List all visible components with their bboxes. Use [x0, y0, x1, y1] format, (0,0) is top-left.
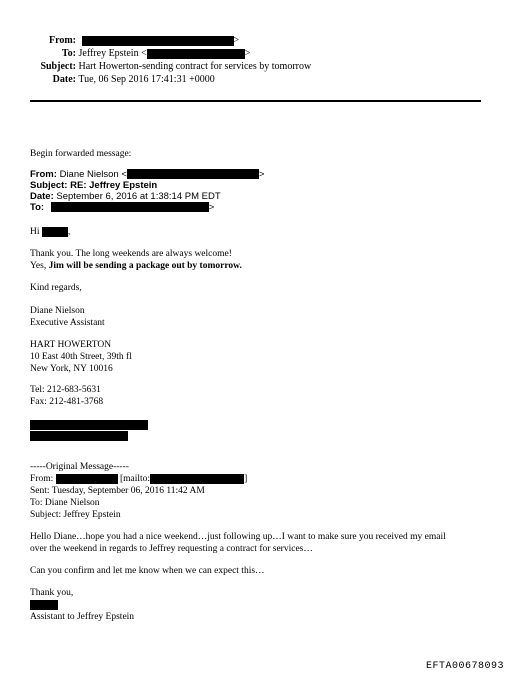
document-id: EFTA00678093 — [425, 661, 504, 672]
company-name: HART HOWERTON — [30, 340, 112, 350]
fwd-to-label: To: — [30, 202, 45, 213]
redaction-box — [30, 431, 128, 441]
redaction-box — [127, 169, 259, 179]
orig-body-line-2: over the weekend in regards to Jeffrey requesting a contract for services… — [30, 544, 313, 554]
fwd-from-label: From: — [30, 169, 57, 180]
orig-to: To: Diane Nielson — [30, 498, 100, 508]
fwd-date-value: September 6, 2016 at 1:38:14 PM EDT — [56, 191, 221, 202]
fwd-subject-label: Subject: — [30, 180, 68, 191]
header-divider — [30, 100, 481, 102]
phone-tel: Tel: 212-683-5631 — [30, 385, 101, 395]
reply-line-2 — [30, 261, 242, 273]
redaction-box — [51, 202, 209, 212]
signature-title: Executive Assistant — [30, 318, 105, 328]
address-line-2: New York, NY 10016 — [30, 364, 113, 374]
fwd-date-label: Date: — [30, 191, 54, 202]
reply-line-2-bold: Jim will be sending a package out by tomorrow. — [48, 261, 242, 271]
orig-body-line-3: Can you confirm and let me know when we can expect this… — [30, 566, 265, 576]
redaction-box — [150, 474, 244, 484]
closing: Kind regards, — [30, 283, 82, 293]
header-date-row — [40, 73, 215, 86]
phone-fax: Fax: 212-481-3768 — [30, 397, 104, 407]
fwd-to-row: To: > — [30, 202, 215, 213]
fwd-from-value: Diane Nielson < — [59, 169, 127, 180]
header-from-label: From: — [48, 35, 76, 46]
fwd-date-row — [30, 191, 221, 202]
orig-mailto: [mailto: — [119, 474, 151, 485]
orig-mailto-end: ] — [244, 474, 248, 485]
header-from-row — [40, 34, 239, 47]
orig-thanks: Thank you, — [30, 588, 74, 598]
original-divider: -----Original Message----- — [30, 462, 129, 472]
header-subject-row — [40, 60, 311, 73]
orig-signature: Assistant to Jeffrey Epstein — [30, 612, 135, 622]
orig-body-line-1: Hello Diane…hope you had a nice weekend…just following up…I want to make sure you received my email — [30, 532, 446, 542]
greeting-end: , — [67, 227, 71, 238]
header-from-suffix: > — [233, 35, 240, 46]
forward-intro: Begin forwarded message: — [30, 149, 132, 159]
redaction-box — [30, 420, 148, 430]
header-to-suffix: > — [244, 48, 251, 59]
greeting-line — [30, 227, 70, 239]
header-to-value: Jeffrey Epstein < — [78, 48, 147, 59]
reply-line-1: Thank you. The long weekends are always welcome! — [30, 249, 232, 259]
header-subject-label: Subject: — [40, 61, 76, 72]
orig-sent: Sent: Tuesday, September 06, 2016 11:42 AM — [30, 486, 205, 496]
orig-subject: Subject: Jeffrey Epstein — [30, 510, 121, 520]
header-subject-value: Hart Howerton-sending contract for services by tomorrow — [78, 61, 312, 72]
redaction-box — [42, 227, 71, 238]
fwd-from-row — [30, 169, 264, 180]
orig-from-row — [30, 474, 247, 486]
address-line-1: 10 East 40th Street, 39th fl — [30, 352, 132, 362]
redaction-box — [56, 474, 118, 484]
header-date-label: Date: — [52, 74, 76, 85]
greeting: Hi — [30, 227, 40, 238]
fwd-subject-value: RE: Jeffrey Epstein — [70, 180, 158, 191]
header-to-label: To: — [61, 48, 76, 59]
redaction-box — [30, 600, 58, 610]
redaction-box — [82, 36, 234, 46]
signature-name: Diane Nielson — [30, 306, 85, 316]
fwd-subject-row — [30, 180, 157, 191]
reply-line-2-plain: Yes, — [30, 261, 49, 271]
header-to-row — [40, 47, 250, 60]
orig-from-label: From: — [30, 474, 54, 485]
redaction-box — [147, 49, 245, 59]
fwd-from-suffix: > — [258, 169, 265, 180]
header-date-value: Tue, 06 Sep 2016 17:41:31 +0000 — [78, 74, 215, 85]
